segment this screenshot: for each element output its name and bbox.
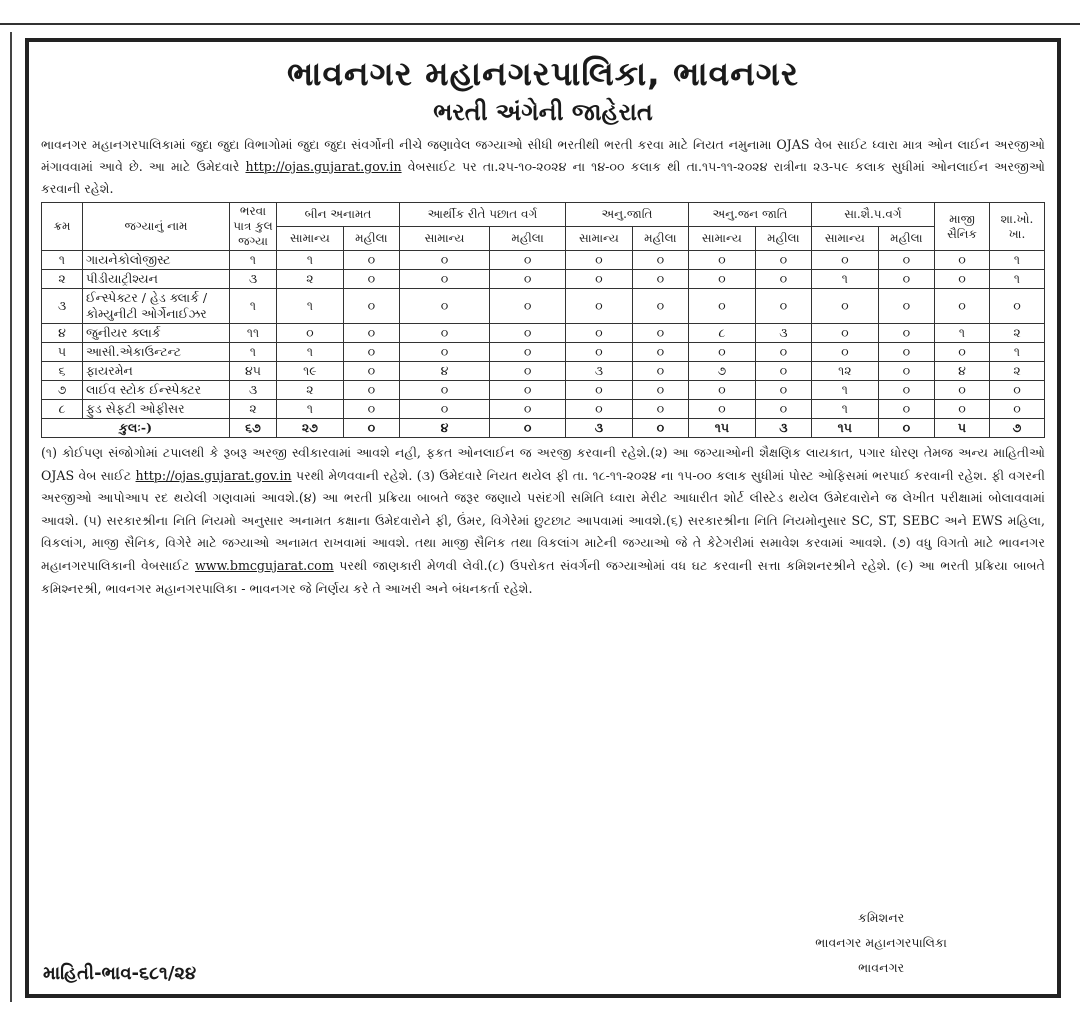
category-count: ૦ bbox=[399, 324, 489, 343]
notes-text-3: પરથી જાણકારી મેળવી લેવી.(૮) ઉપરોકત સંવર્ગની જગ્યાઓમાં વધ ઘટ કરવાની સત્તા કમિશનરશ્રીને રહેશે. (૯) આ ભરતી પ્રક્રિયા બાબતે કમિશ્નરશ્રી, ભાવનગર મહાનગરપાલિકા - ભાવનગર જે નિર્ણય કરે તે આખરી અને બંધનકર્તા રહેશે. bbox=[41, 557, 1045, 596]
ex-servicemen-total: ૫ bbox=[935, 419, 990, 438]
intro-text-1: ભાવનગર મહાનગરપાલિકામાં જુદા જુદા વિભાગોમાં જુદા જુદા સંવર્ગોની નીચે જણાવેલ જગ્યાઓ સીધી ભરતીથી ભરતી કરવા માટે નિયત નમુનામા OJAS વેબ સાઈટ ધ્વારા માત્ર ઓન લાઈન અરજીઓ મંગાવવામાં આવે છે. આ માટે ઉમેદવારે bbox=[41, 137, 1045, 174]
disabled-count: ૨ bbox=[990, 362, 1045, 381]
table-row bbox=[42, 270, 1045, 289]
row-number: ૮ bbox=[42, 400, 83, 419]
category-count: ૦ bbox=[755, 362, 811, 381]
notes-text-1: (૧) કોઈપણ સંજોગોમાં ટપાલથી કે રૂબરૂ અરજી સ્વીકારવામાં આવશે નહી, ફકત ઓનલાઈન જ અરજી કરવાની રહેશે.(૨) આ જગ્યાઓની શૈક્ષણિક લાયકાત, પગાર ધોરણ તેમજ અન્ય માહિતીઓ OJAS વેબ સાઈટ bbox=[41, 445, 1045, 483]
total-posts: ૨ bbox=[230, 400, 277, 419]
category-count: ૦ bbox=[755, 289, 811, 324]
ex-servicemen-count: ૦ bbox=[935, 343, 990, 362]
ex-servicemen-count: ૦ bbox=[935, 289, 990, 324]
row-number: ૫ bbox=[42, 343, 83, 362]
category-count: ૦ bbox=[878, 289, 934, 324]
header-ex-servicemen: માજી સૈનિક bbox=[935, 203, 990, 251]
category-count: ૦ bbox=[490, 400, 566, 419]
category-count: ૦ bbox=[878, 343, 934, 362]
category-count: ૦ bbox=[490, 251, 566, 270]
header-group-st: અનુ.જન જાતિ bbox=[688, 203, 811, 227]
category-count: ૦ bbox=[878, 381, 934, 400]
category-count: ૦ bbox=[811, 324, 878, 343]
row-number: ૪ bbox=[42, 324, 83, 343]
total-posts: ૧ bbox=[230, 343, 277, 362]
disabled-count: ૦ bbox=[990, 289, 1045, 324]
sig-organisation: ભાવનગર મહાનગરપાલિકા bbox=[815, 935, 947, 950]
category-total: ૩ bbox=[755, 419, 811, 438]
row-number: ૧ bbox=[42, 251, 83, 270]
header-group-sebc: સા.શૈ.પ.વર્ગ bbox=[811, 203, 934, 227]
disabled-count: ૧ bbox=[990, 251, 1045, 270]
post-name: ઈન્સ્પેક્ટર / હેડ ક્લાર્ક / કોમ્યુનીટી ઓર્ગેનાઈઝર bbox=[83, 289, 230, 324]
category-count: ૦ bbox=[343, 400, 399, 419]
category-count: ૦ bbox=[755, 251, 811, 270]
post-name: પીડીયાટ્રીશ્યન bbox=[83, 270, 230, 289]
ex-servicemen-count: ૦ bbox=[935, 400, 990, 419]
row-number: ૩ bbox=[42, 289, 83, 324]
disabled-count: ૦ bbox=[990, 400, 1045, 419]
total-posts: ૩ bbox=[230, 381, 277, 400]
post-name: ફાયરમેન bbox=[83, 362, 230, 381]
category-count: ૦ bbox=[490, 362, 566, 381]
total-posts: ૧ bbox=[230, 251, 277, 270]
category-count: ૦ bbox=[878, 324, 934, 343]
signature-block bbox=[815, 905, 947, 980]
subheader-general: સામાન્ય bbox=[277, 227, 344, 251]
grand-total: ૬૭ bbox=[230, 419, 277, 438]
post-name: ફુડ સેફટી ઓફીસર bbox=[83, 400, 230, 419]
category-count: ૨ bbox=[277, 381, 344, 400]
top-divider bbox=[0, 23, 1080, 25]
category-count: ૦ bbox=[688, 400, 755, 419]
category-count: ૦ bbox=[490, 381, 566, 400]
intro-paragraph bbox=[41, 134, 1045, 200]
category-count: ૩ bbox=[566, 362, 633, 381]
row-number: ૨ bbox=[42, 270, 83, 289]
category-total: ૦ bbox=[632, 419, 688, 438]
category-count: ૦ bbox=[755, 343, 811, 362]
category-count: ૦ bbox=[343, 289, 399, 324]
disabled-count: ૧ bbox=[990, 343, 1045, 362]
category-count: ૦ bbox=[343, 270, 399, 289]
category-count: ૦ bbox=[811, 343, 878, 362]
category-count: ૭ bbox=[688, 362, 755, 381]
category-count: ૧૨ bbox=[811, 362, 878, 381]
category-count: ૦ bbox=[878, 400, 934, 419]
subheader-female: મહીલા bbox=[632, 227, 688, 251]
reference-number: માહિતી-ભાવ-૬૮૧/૨૪ bbox=[43, 963, 197, 984]
row-number: ૬ bbox=[42, 362, 83, 381]
recruitment-advertisement bbox=[25, 38, 1061, 998]
subheader-general: સામાન્ય bbox=[688, 227, 755, 251]
category-count: ૧ bbox=[277, 251, 344, 270]
category-count: ૦ bbox=[566, 324, 633, 343]
category-count: ૦ bbox=[632, 251, 688, 270]
column-divider bbox=[10, 32, 12, 1002]
category-count: ૦ bbox=[688, 270, 755, 289]
disabled-count: ૧ bbox=[990, 270, 1045, 289]
category-count: ૦ bbox=[878, 251, 934, 270]
category-total: ૪ bbox=[399, 419, 489, 438]
ex-servicemen-count: ૪ bbox=[935, 362, 990, 381]
category-count: ૦ bbox=[343, 381, 399, 400]
notes-text-2: પરથી મેળવવાની રહેશે. (૩) ઉમેદવારે નિયત થયેલ ફી તા. ૧૮-૧૧-૨૦૨૪ ના ૧૫-૦૦ કલાક સુધીમાં પોસ્ટ ઓફિસમાં ભરપાઈ કરવાની રહેશ. ફી વગરની અરજીઓ આપોઆપ રદ થયેલી ગણવામાં આવશે.(૪) આ ભરતી પ્રક્રિયા બાબતે જરૂર જણાયે પસંદગી સમિતિ ધ્વારા મેરીટ આધારીત શોર્ટ લીસ્ટેડ થયેલ ઉમેદવારોને જ લેખીત પરીક્ષામાં બોલાવવામાં આવશે. (૫) સરકારશ્રીના નિતિ નિયમો અનુસાર અનામત કક્ષાના ઉમેદવારોને ફી, ઉંમર, વિગેરેમાં છુટછાટ આપવામાં આવશે.(૬) સરકારશ્રીના નિતિ નિયમોનુસાર SC, ST, SEBC અને EWS મહિલા, વિકલાંગ, માજી સૈનિક, વિગેરે માટે જગ્યાઓ અનામત રાખવામાં આવશે. તથા માજી સૈનિક તથા વિકલાંગ માટેની જગ્યાઓ જે તે કેટેગરીમાં સમાવેશ કરવામાં આવશે. (૭) વધુ વિગતો માટે ભાવનગર મહાનગરપાલિકાની વેબસાઈટ bbox=[41, 467, 1045, 573]
category-count: ૦ bbox=[632, 270, 688, 289]
category-count: ૦ bbox=[490, 270, 566, 289]
ojas-link[interactable]: http://ojas.gujarat.gov.in bbox=[245, 159, 402, 174]
category-count: ૦ bbox=[632, 289, 688, 324]
category-count: ૧ bbox=[811, 400, 878, 419]
category-count: ૦ bbox=[566, 270, 633, 289]
category-count: ૦ bbox=[878, 362, 934, 381]
category-count: ૧ bbox=[811, 381, 878, 400]
category-total: ૦ bbox=[878, 419, 934, 438]
table-row bbox=[42, 343, 1045, 362]
total-label: કુલઃ-) bbox=[42, 419, 230, 438]
header-no: ક્રમ bbox=[42, 203, 83, 251]
category-count: ૦ bbox=[566, 289, 633, 324]
sig-designation: કમિશનર bbox=[858, 910, 905, 925]
category-count: ૦ bbox=[755, 400, 811, 419]
category-count: ૦ bbox=[399, 343, 489, 362]
category-total: ૧૫ bbox=[811, 419, 878, 438]
total-posts: ૧ bbox=[230, 289, 277, 324]
category-count: ૦ bbox=[490, 289, 566, 324]
category-total: ૨૭ bbox=[277, 419, 344, 438]
category-count: ૦ bbox=[343, 324, 399, 343]
subheader-general: સામાન્ય bbox=[399, 227, 489, 251]
total-posts: ૪૫ bbox=[230, 362, 277, 381]
category-count: ૦ bbox=[343, 343, 399, 362]
table-row bbox=[42, 362, 1045, 381]
subheader-general: સામાન્ય bbox=[811, 227, 878, 251]
category-count: ૧ bbox=[811, 270, 878, 289]
table-row bbox=[42, 289, 1045, 324]
category-count: ૦ bbox=[399, 270, 489, 289]
total-row bbox=[42, 419, 1045, 438]
category-count: ૦ bbox=[399, 381, 489, 400]
category-count: ૨ bbox=[277, 270, 344, 289]
category-count: ૦ bbox=[490, 343, 566, 362]
ojas-link-notes[interactable]: http://ojas.gujarat.gov.in bbox=[135, 467, 292, 483]
category-count: ૦ bbox=[399, 251, 489, 270]
category-count: ૦ bbox=[811, 251, 878, 270]
sig-city: ભાવનગર bbox=[858, 960, 905, 975]
table-row bbox=[42, 381, 1045, 400]
category-count: ૧૯ bbox=[277, 362, 344, 381]
subheader-female: મહીલા bbox=[343, 227, 399, 251]
row-number: ૭ bbox=[42, 381, 83, 400]
category-count: ૦ bbox=[490, 324, 566, 343]
category-total: ૧૫ bbox=[688, 419, 755, 438]
ad-subtitle: ભરતી અંગેની જાહેરાત bbox=[433, 98, 653, 126]
category-count: ૦ bbox=[755, 381, 811, 400]
category-count: ૪ bbox=[399, 362, 489, 381]
header-total: ભરવા પાત્ર કુલ જગ્યા bbox=[230, 203, 277, 251]
category-count: ૦ bbox=[688, 381, 755, 400]
category-total: ૦ bbox=[343, 419, 399, 438]
table-row bbox=[42, 251, 1045, 270]
category-count: ૦ bbox=[343, 362, 399, 381]
notes-paragraph bbox=[41, 442, 1045, 600]
category-count: ૦ bbox=[566, 251, 633, 270]
category-count: ૦ bbox=[632, 400, 688, 419]
category-count: ૦ bbox=[632, 362, 688, 381]
total-posts: ૧૧ bbox=[230, 324, 277, 343]
category-count: ૩ bbox=[755, 324, 811, 343]
category-count: ૦ bbox=[277, 324, 344, 343]
post-name: આસી.એકાઉન્ટન્ટ bbox=[83, 343, 230, 362]
category-count: ૧ bbox=[277, 289, 344, 324]
vacancy-table bbox=[41, 202, 1045, 438]
bmc-website-link[interactable]: www.bmcgujarat.com bbox=[195, 557, 334, 573]
category-count: ૦ bbox=[688, 343, 755, 362]
total-posts: ૩ bbox=[230, 270, 277, 289]
disabled-count: ૦ bbox=[990, 381, 1045, 400]
category-count: ૦ bbox=[755, 270, 811, 289]
subheader-female: મહીલા bbox=[490, 227, 566, 251]
category-count: ૦ bbox=[811, 289, 878, 324]
category-count: ૦ bbox=[632, 381, 688, 400]
category-count: ૦ bbox=[688, 251, 755, 270]
subheader-general: સામાન્ય bbox=[566, 227, 633, 251]
intro-text-2: વેબસાઈટ પર તા.૨૫-૧૦-૨૦૨૪ ના ૧૪-૦૦ કલાક થી તા.૧૫-૧૧-૨૦૨૪ રાત્રીના ૨૩-૫૯ કલાક સુધીમાં ઓનલાઈન અરજીઓ કરવાની રહેશે. bbox=[41, 159, 1045, 196]
category-count: ૦ bbox=[566, 381, 633, 400]
header-group-unreserved: બીન અનામત bbox=[277, 203, 400, 227]
disabled-total: ૭ bbox=[990, 419, 1045, 438]
ex-servicemen-count: ૦ bbox=[935, 270, 990, 289]
ad-title: ભાવનગર મહાનગરપાલિકા, ભાવનગર bbox=[287, 54, 799, 93]
ex-servicemen-count: ૦ bbox=[935, 381, 990, 400]
post-name: લાઈવ સ્ટોક ઈન્સ્પેક્ટર bbox=[83, 381, 230, 400]
category-count: ૮ bbox=[688, 324, 755, 343]
category-count: ૦ bbox=[343, 251, 399, 270]
header-disabled: શા.ખો. ખા. bbox=[990, 203, 1045, 251]
category-count: ૦ bbox=[688, 289, 755, 324]
subheader-female: મહીલા bbox=[878, 227, 934, 251]
post-name: જુનીયર ક્લાર્ક bbox=[83, 324, 230, 343]
category-count: ૦ bbox=[566, 400, 633, 419]
header-group-sc: અનુ.જાતિ bbox=[566, 203, 689, 227]
category-count: ૦ bbox=[632, 343, 688, 362]
category-total: ૩ bbox=[566, 419, 633, 438]
header-group-ews: આર્થીક રીતે પછાત વર્ગ bbox=[399, 203, 565, 227]
category-count: ૦ bbox=[878, 270, 934, 289]
ex-servicemen-count: ૧ bbox=[935, 324, 990, 343]
category-count: ૦ bbox=[399, 400, 489, 419]
category-count: ૧ bbox=[277, 400, 344, 419]
post-name: ગાયનેકોલોજીસ્ટ bbox=[83, 251, 230, 270]
ex-servicemen-count: ૦ bbox=[935, 251, 990, 270]
table-row bbox=[42, 324, 1045, 343]
category-count: ૦ bbox=[566, 343, 633, 362]
disabled-count: ૨ bbox=[990, 324, 1045, 343]
subheader-female: મહીલા bbox=[755, 227, 811, 251]
table-body bbox=[42, 251, 1045, 438]
table-row bbox=[42, 400, 1045, 419]
category-count: ૦ bbox=[632, 324, 688, 343]
category-count: ૦ bbox=[399, 289, 489, 324]
header-post: જગ્યાનું નામ bbox=[83, 203, 230, 251]
category-count: ૧ bbox=[277, 343, 344, 362]
category-total: ૦ bbox=[490, 419, 566, 438]
